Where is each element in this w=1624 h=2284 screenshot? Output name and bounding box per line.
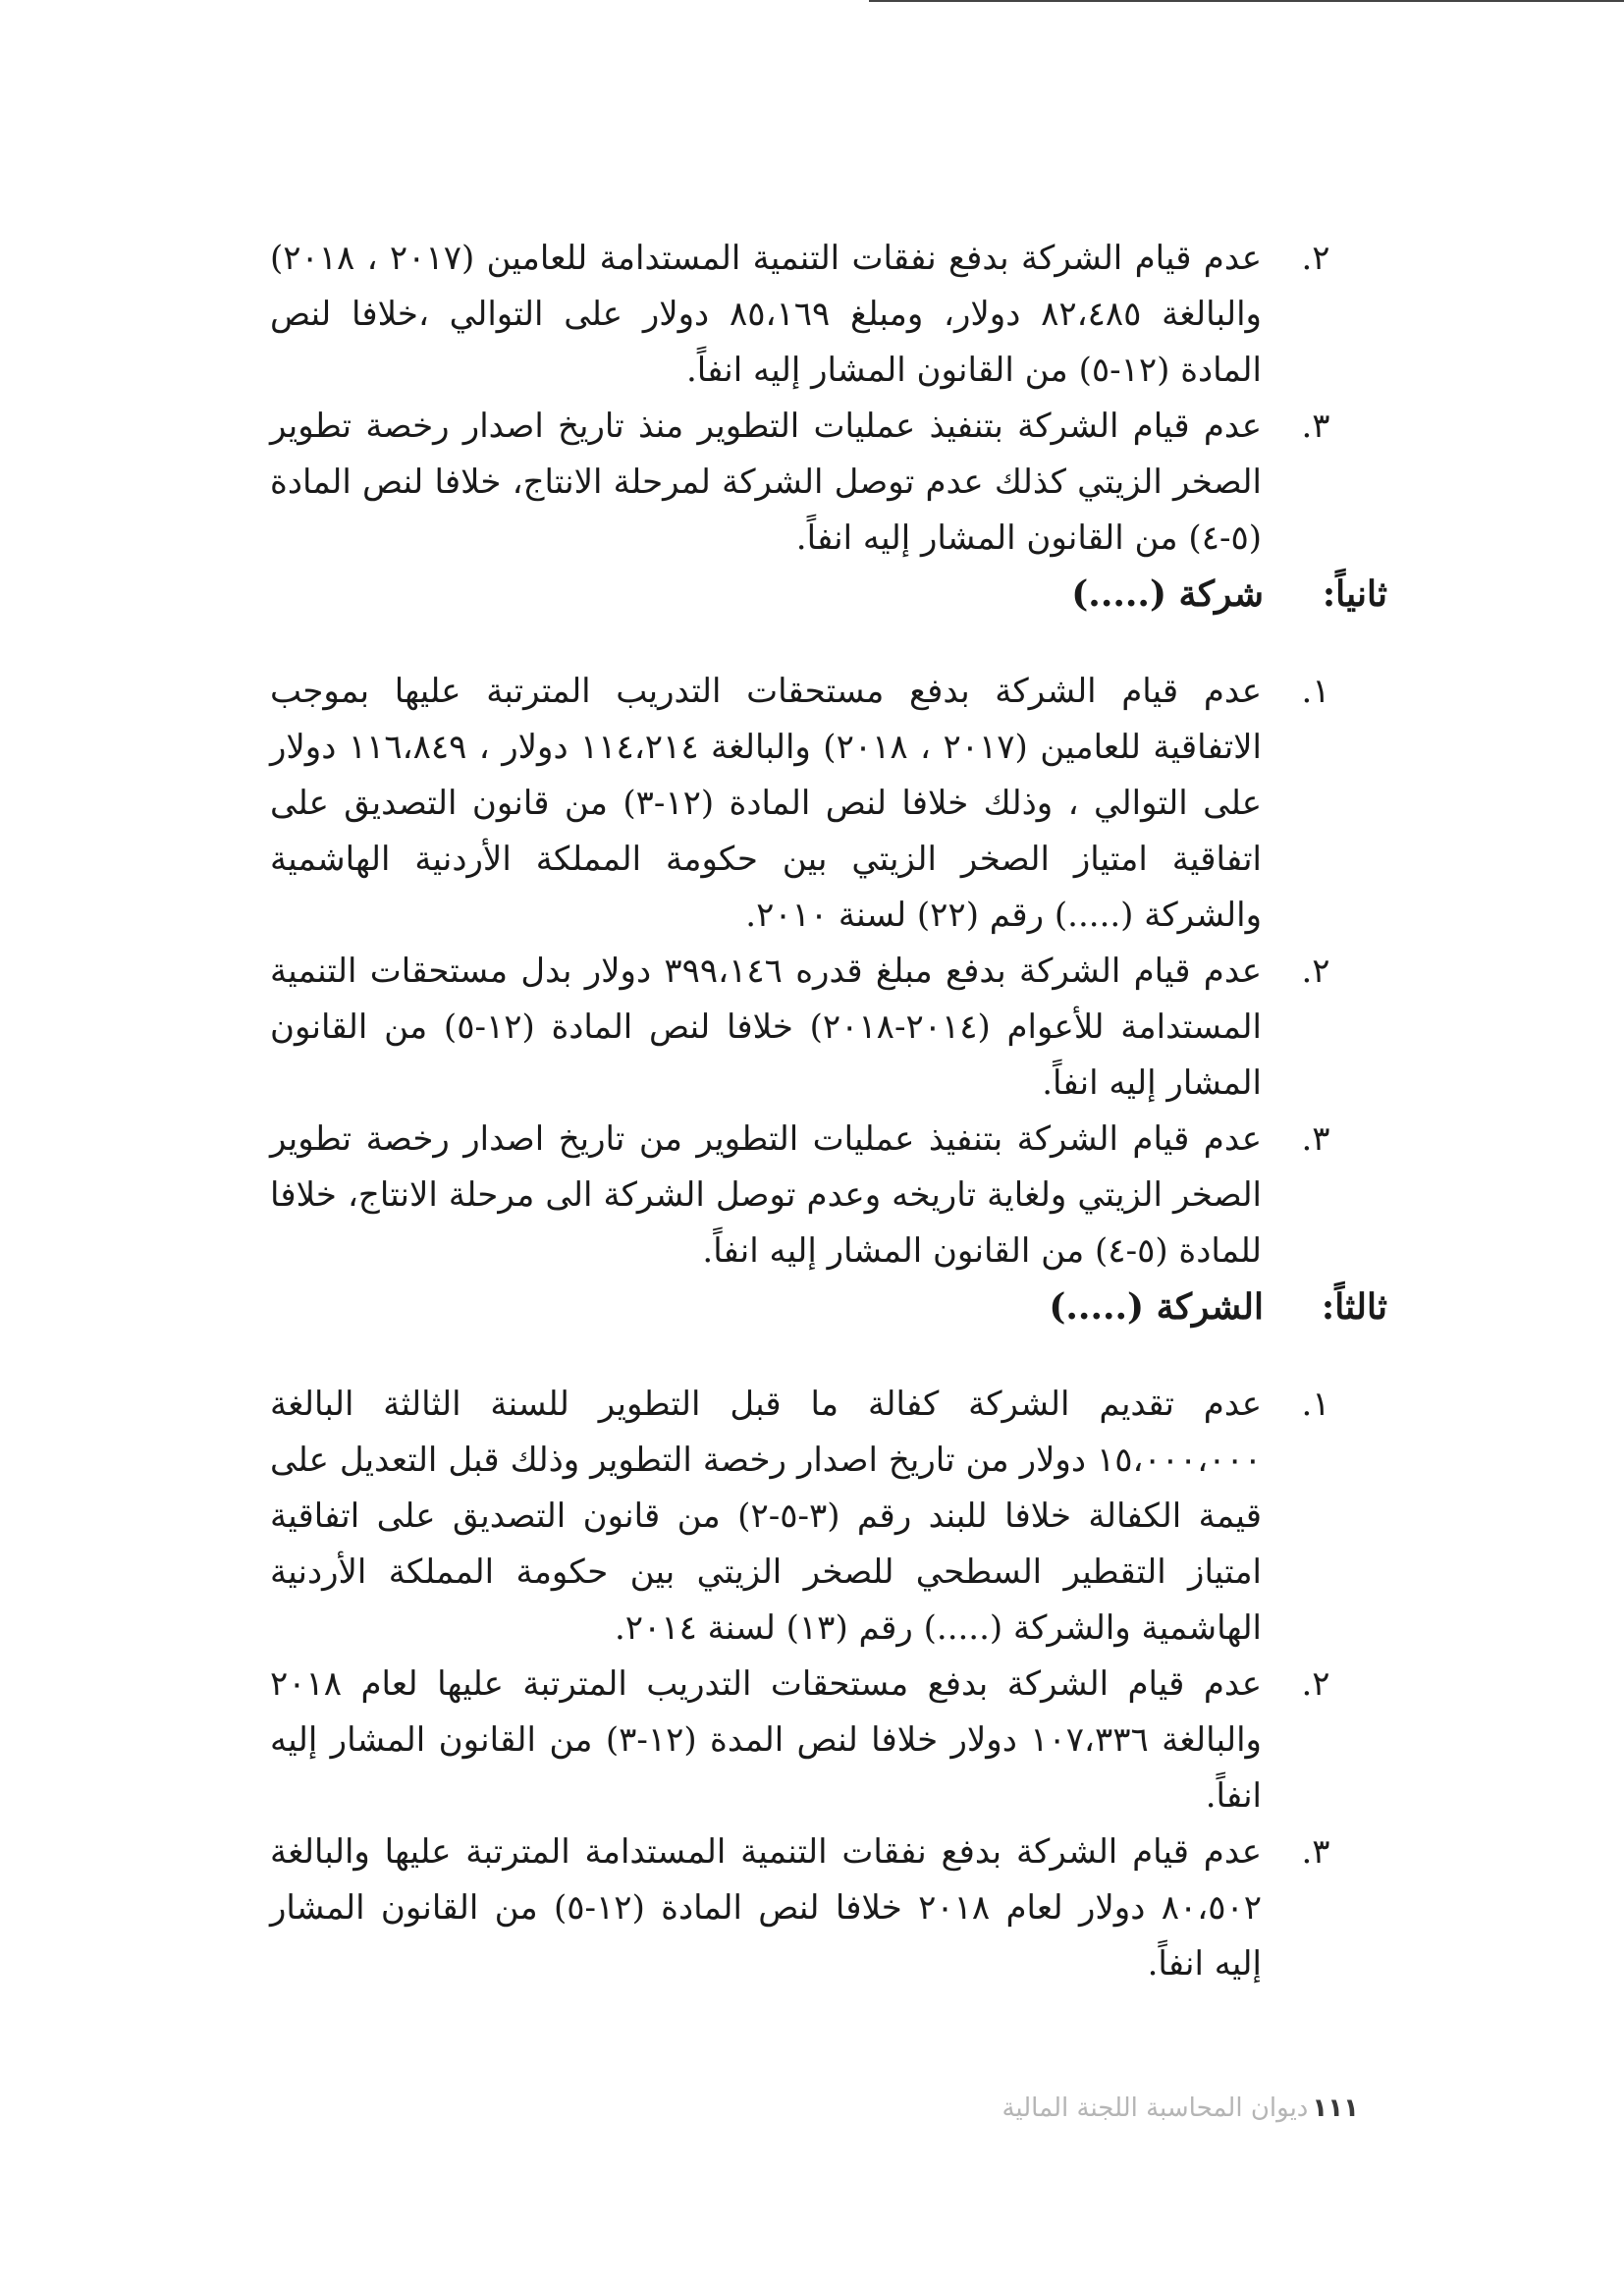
page-footer xyxy=(1001,2094,1359,2123)
item-number: ٣. xyxy=(1301,1119,1330,1159)
section-heading xyxy=(270,567,1387,623)
item-text: عدم تقديم الشركة كفالة ما قبل التطوير للسنة الثالثة البالغة ١٥،٠٠٠،٠٠٠ دولار من تاريخ اصدار رخصة التطوير وذلك قبل التعديل على قيمة الكفالة خلافا للبند رقم (٣-٥-٢) من قانون التصديق على اتفاقية امتياز التقطير السطحي للصخر الزيتي بين حكومة المملكة الأردنية الهاشمية والشركة (.....) رقم (١٣) لسنة ٢٠١٤. xyxy=(270,1385,1262,1648)
section-heading xyxy=(270,1279,1387,1335)
list-item xyxy=(270,944,1370,1112)
item-number: ٢. xyxy=(1301,239,1330,278)
item-text: عدم قيام الشركة بتنفيذ عمليات التطوير من تاريخ اصدار رخصة تطوير الصخر الزيتي ولغاية تاريخه وعدم توصل الشركة الى مرحلة الانتاج، خلافا للمادة (٥-٤) من القانون المشار إليه انفاً. xyxy=(270,1119,1262,1271)
item-number: ٢. xyxy=(1301,952,1330,991)
item-text: عدم قيام الشركة بتنفيذ عمليات التطوير منذ تاريخ اصدار رخصة تطوير الصخر الزيتي كذلك عدم توصل الشركة لمرحلة الانتاج، خلافا لنص المادة (٥-٤) من القانون المشار إليه انفاً. xyxy=(270,407,1262,558)
item-text: عدم قيام الشركة بدفع مبلغ قدره ٣٩٩،١٤٦ دولار بدل مستحقات التنمية المستدامة للأعوام (٢٠١٤-٢٠١٨) خلافا لنص المادة (١٢-٥) من القانون المشار إليه انفاً. xyxy=(270,952,1262,1103)
page-number: ١١١ xyxy=(1312,2094,1359,2123)
section-company: شركة (.....) xyxy=(1071,573,1264,615)
item-text: عدم قيام الشركة بدفع مستحقات التدريب المترتبة عليها بموجب الاتفاقية للعامين (٢٠١٧ ، ٢٠١٨) والبالغة ١١٤،٢١٤ دولار ، ١١٦،٨٤٩ دولار على التوالي ، وذلك خلافا لنص المادة (١٢-٣) من قانون التصديق على اتفاقية امتياز الصخر الزيتي بين حكومة المملكة الأردنية الهاشمية والشركة (.....) رقم (٢٢) لسنة ٢٠١٠. xyxy=(270,672,1262,935)
section-company: الشركة (.....) xyxy=(1049,1286,1264,1328)
item-text: عدم قيام الشركة بدفع مستحقات التدريب المترتبة عليها لعام ٢٠١٨ والبالغة ١٠٧،٣٣٦ دولار خلافا لنص المدة (١٢-٣) من القانون المشار إليه انفاً. xyxy=(270,1664,1262,1816)
top-rule xyxy=(869,0,1624,2)
list-item xyxy=(270,231,1370,399)
item-text: عدم قيام الشركة بدفع نفقات التنمية المستدامة للعامين (٢٠١٧ ، ٢٠١٨) والبالغة ٨٢،٤٨٥ دولار، ومبلغ ٨٥،١٦٩ دولار على التوالي ،خلافا لنص المادة (١٢-٥) من القانون المشار إليه انفاً. xyxy=(270,239,1262,390)
document-body xyxy=(270,231,1387,1992)
section-label: ثانياً: xyxy=(1322,573,1387,615)
item-number: ١. xyxy=(1301,672,1330,711)
item-number: ٣. xyxy=(1301,407,1330,446)
list-item xyxy=(270,399,1370,567)
footer-text: ديوان المحاسبة اللجنة المالية xyxy=(1001,2094,1309,2123)
section-label: ثالثاً: xyxy=(1321,1286,1387,1328)
item-number: ١. xyxy=(1301,1385,1330,1424)
item-text: عدم قيام الشركة بدفع نفقات التنمية المستدامة المترتبة عليها والبالغة ٨٠،٥٠٢ دولار لعام ٢٠١٨ خلافا لنص المادة (١٢-٥) من القانون المشار إليه انفاً. xyxy=(270,1832,1262,1984)
list-item xyxy=(270,1824,1370,1992)
item-number: ٣. xyxy=(1301,1832,1330,1872)
list-item xyxy=(270,664,1370,944)
item-number: ٢. xyxy=(1301,1664,1330,1704)
list-item xyxy=(270,1377,1370,1657)
list-item xyxy=(270,1657,1370,1824)
list-item xyxy=(270,1112,1370,1279)
